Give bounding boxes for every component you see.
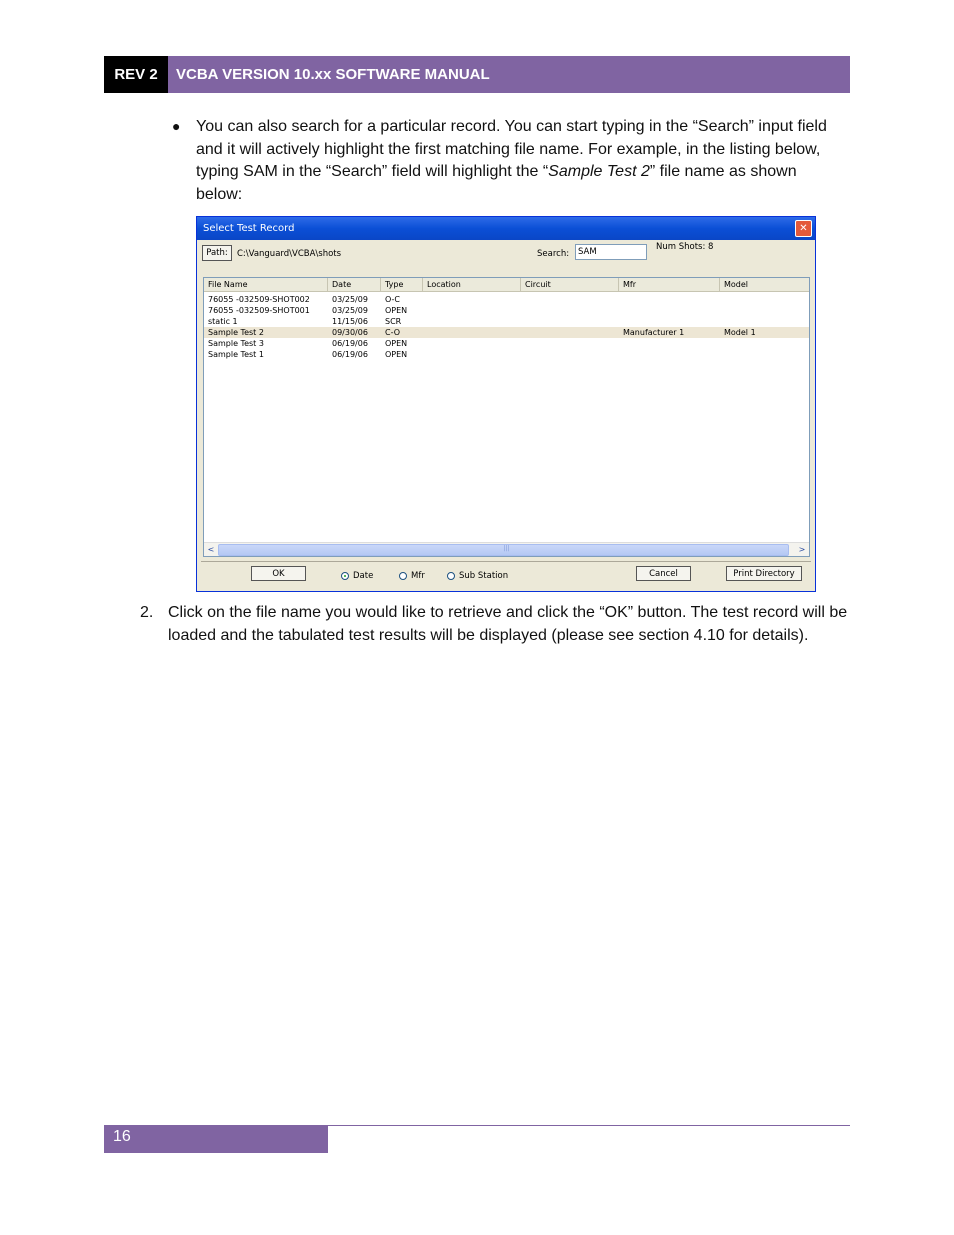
table-cell: Model 1 — [724, 328, 756, 337]
table-cell: 03/25/09 — [332, 306, 368, 315]
close-icon[interactable]: ✕ — [795, 220, 812, 237]
table-row[interactable] — [204, 316, 809, 327]
radio-date[interactable]: Date — [341, 571, 373, 581]
footer-divider — [328, 1125, 850, 1126]
ok-button[interactable]: OK — [251, 566, 306, 581]
table-cell: OPEN — [385, 350, 408, 359]
column-date[interactable]: Date — [328, 278, 381, 291]
table-cell: O-C — [385, 295, 400, 304]
search-input[interactable]: SAM — [575, 244, 647, 260]
radio-sub-station[interactable]: Sub Station — [447, 571, 508, 581]
list-rows — [204, 294, 809, 360]
table-cell: 06/19/06 — [332, 350, 368, 359]
page-header — [104, 56, 850, 93]
table-cell: 11/15/06 — [332, 317, 368, 326]
italic-filename: Sample Test 2 — [548, 163, 650, 180]
table-cell: SCR — [385, 317, 402, 326]
table-cell: Sample Test 2 — [208, 328, 264, 337]
table-cell: 76055 -032509-SHOT002 — [208, 295, 310, 304]
table-cell: Manufacturer 1 — [623, 328, 685, 337]
table-cell: OPEN — [385, 306, 408, 315]
table-row[interactable] — [204, 349, 809, 360]
table-cell: 06/19/06 — [332, 339, 368, 348]
step-number: 2. — [140, 604, 154, 621]
path-value: C:\Vanguard\VCBA\shots — [237, 249, 342, 259]
table-cell: OPEN — [385, 339, 408, 348]
step2-paragraph: Click on the file name you would like to retrieve and click the “OK” button. The test record will be loaded and the tabulated test results will be displayed (please see section 4.10 for details). — [168, 604, 848, 644]
radio-mfr[interactable]: Mfr — [399, 571, 425, 581]
select-test-record-dialog — [196, 216, 816, 592]
table-cell: Sample Test 1 — [208, 350, 264, 359]
table-row[interactable] — [204, 305, 809, 316]
revision-label: REV 2 — [104, 56, 168, 93]
search-label: Search: — [537, 249, 570, 259]
num-shots-label: Num Shots: 8 — [656, 242, 714, 252]
manual-title: VCBA VERSION 10.xx SOFTWARE MANUAL — [168, 56, 850, 93]
print-directory-button[interactable]: Print Directory — [726, 566, 802, 581]
table-row[interactable] — [204, 338, 809, 349]
column-file-name[interactable]: File Name — [204, 278, 328, 291]
table-cell: 09/30/06 — [332, 328, 368, 337]
table-row[interactable] — [204, 294, 809, 305]
column-mfr[interactable]: Mfr — [619, 278, 720, 291]
scroll-grip-icon: ||| — [503, 545, 510, 552]
horizontal-scrollbar[interactable] — [204, 542, 809, 556]
dialog-title: Select Test Record — [203, 223, 295, 234]
column-type[interactable]: Type — [381, 278, 423, 291]
column-circuit[interactable]: Circuit — [521, 278, 619, 291]
radio-unselected-icon — [447, 572, 455, 580]
list-header — [204, 278, 809, 292]
bullet-icon: ● — [172, 118, 181, 134]
table-cell: static 1 — [208, 317, 238, 326]
radio-selected-icon — [341, 572, 349, 580]
test-record-list[interactable] — [203, 277, 810, 557]
table-cell: Sample Test 3 — [208, 339, 264, 348]
page-number: 16 — [104, 1125, 328, 1153]
table-cell: 03/25/09 — [332, 295, 368, 304]
path-button[interactable]: Path: — [202, 245, 232, 261]
cancel-button[interactable]: Cancel — [636, 566, 691, 581]
dialog-title-bar — [197, 217, 815, 240]
radio-unselected-icon — [399, 572, 407, 580]
scroll-left-icon[interactable]: < — [207, 545, 215, 554]
scrollbar-thumb[interactable] — [218, 544, 789, 556]
scroll-right-icon[interactable]: > — [798, 545, 806, 554]
dialog-bottom-bar — [201, 561, 811, 589]
table-cell: 76055 -032509-SHOT001 — [208, 306, 310, 315]
table-cell: C-O — [385, 328, 400, 337]
column-model[interactable]: Model — [724, 280, 749, 289]
table-row[interactable] — [204, 327, 809, 338]
bullet-paragraph: You can also search for a particular record. You can start typing in the “Search” input field and it will actively highlight the first matching file name. For example, in the listing below, typing SAM in the “Search” field will highlight the “Sample Test 2” file name as shown below: — [196, 118, 827, 203]
column-location[interactable]: Location — [423, 278, 521, 291]
